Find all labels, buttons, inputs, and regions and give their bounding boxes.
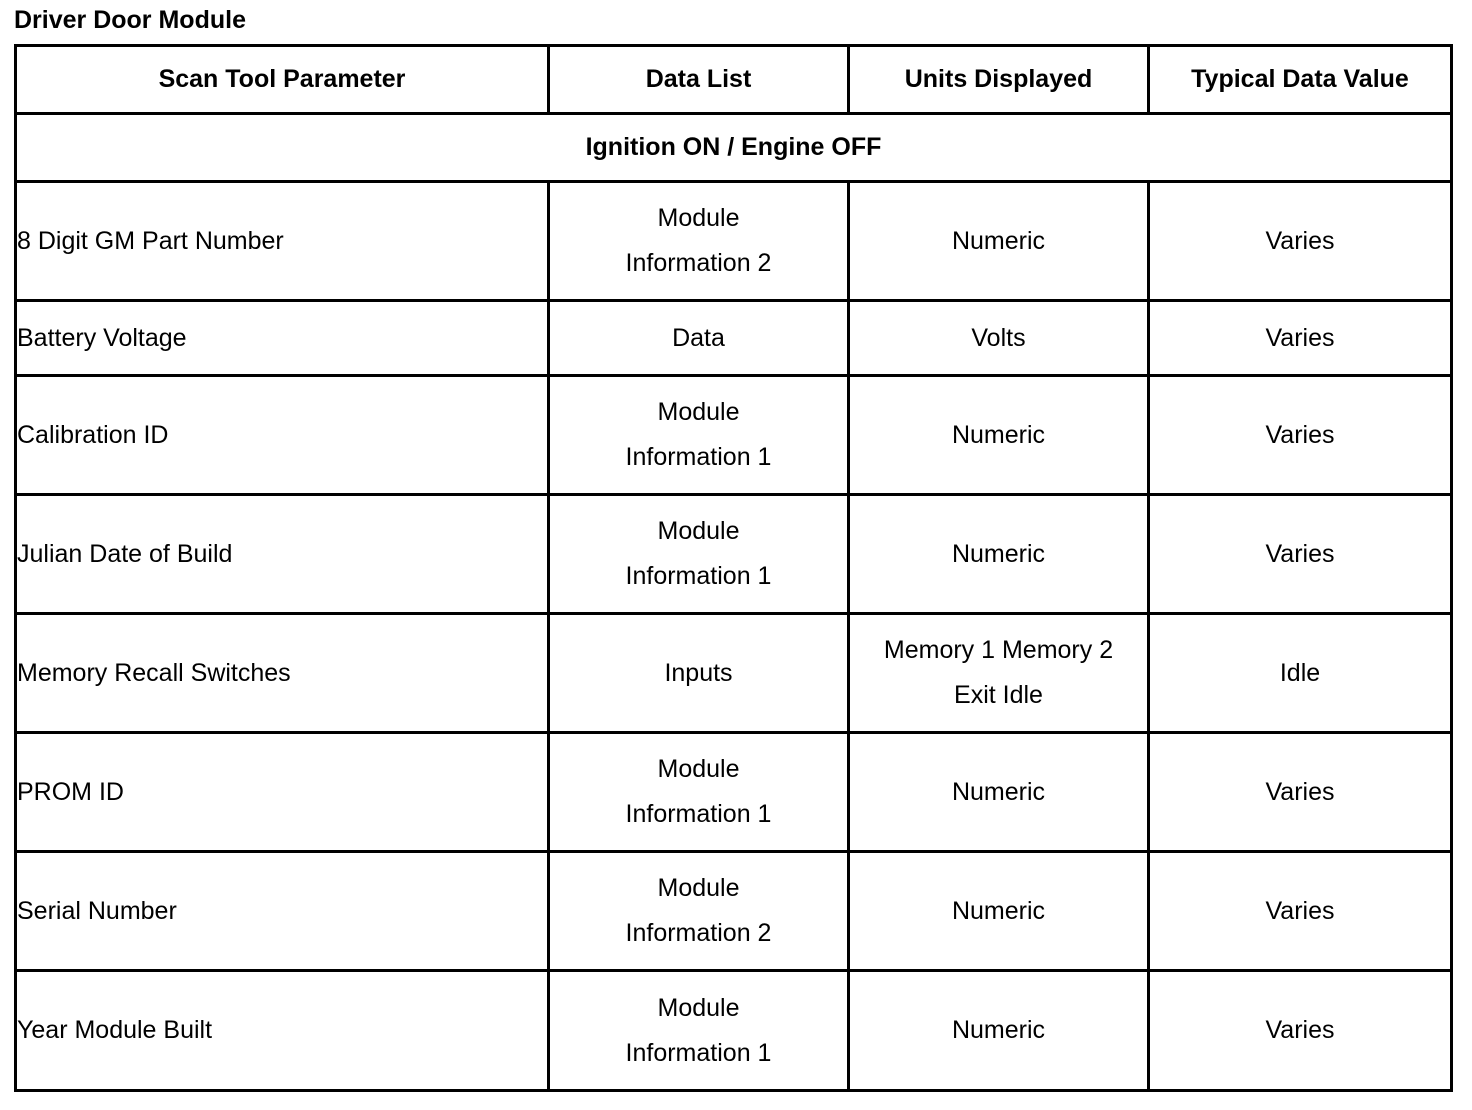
table-row [16, 733, 1452, 852]
cell-data-list [549, 852, 849, 971]
scan-tool-data-table [14, 44, 1453, 1092]
cell-parameter: 8 Digit GM Part Number [16, 182, 549, 301]
page-title: Driver Door Module [14, 6, 246, 34]
cell-units: Numeric [849, 971, 1149, 1091]
cell-typical-value: Idle [1149, 614, 1452, 733]
header-units-displayed: Units Displayed [849, 46, 1149, 114]
cell-data-list-text: Module Information 2 [625, 874, 772, 947]
cell-parameter: Memory Recall Switches [16, 614, 549, 733]
cell-data-list-text: Module Information 1 [625, 755, 772, 828]
table-row [16, 182, 1452, 301]
cell-typical-value: Varies [1149, 495, 1452, 614]
cell-units: Numeric [849, 852, 1149, 971]
section-label: Ignition ON / Engine OFF [16, 114, 1452, 182]
cell-data-list-text: Module Information 1 [625, 398, 772, 471]
header-row [16, 46, 1452, 114]
cell-data-list-text: Module Information 1 [625, 517, 772, 590]
table-row [16, 376, 1452, 495]
table-row [16, 852, 1452, 971]
cell-data-list: Inputs [549, 614, 849, 733]
cell-units: Numeric [849, 376, 1149, 495]
header-data-list: Data List [549, 46, 849, 114]
cell-typical-value: Varies [1149, 182, 1452, 301]
cell-data-list-text: Module Information 2 [625, 204, 772, 277]
table-row [16, 971, 1452, 1091]
table-row [16, 301, 1452, 376]
header-typical-data-value: Typical Data Value [1149, 46, 1452, 114]
cell-data-list [549, 376, 849, 495]
cell-units-text: Memory 1 Memory 2 Exit Idle [883, 636, 1114, 709]
cell-data-list [549, 733, 849, 852]
cell-typical-value: Varies [1149, 971, 1452, 1091]
cell-parameter: Julian Date of Build [16, 495, 549, 614]
cell-data-list: Data [549, 301, 849, 376]
cell-typical-value: Varies [1149, 852, 1452, 971]
cell-units: Numeric [849, 495, 1149, 614]
cell-data-list [549, 971, 849, 1091]
cell-units: Numeric [849, 733, 1149, 852]
cell-data-list [549, 495, 849, 614]
cell-typical-value: Varies [1149, 301, 1452, 376]
table-row [16, 495, 1452, 614]
cell-units [849, 614, 1149, 733]
cell-parameter: Battery Voltage [16, 301, 549, 376]
cell-units: Numeric [849, 182, 1149, 301]
cell-parameter: Calibration ID [16, 376, 549, 495]
cell-typical-value: Varies [1149, 733, 1452, 852]
section-row [16, 114, 1452, 182]
table-row [16, 614, 1452, 733]
cell-data-list [549, 182, 849, 301]
cell-parameter: PROM ID [16, 733, 549, 852]
cell-units: Volts [849, 301, 1149, 376]
cell-data-list-text: Module Information 1 [625, 993, 772, 1067]
header-scan-tool-parameter: Scan Tool Parameter [16, 46, 549, 114]
cell-parameter: Year Module Built [16, 971, 549, 1091]
cell-typical-value: Varies [1149, 376, 1452, 495]
cell-parameter: Serial Number [16, 852, 549, 971]
